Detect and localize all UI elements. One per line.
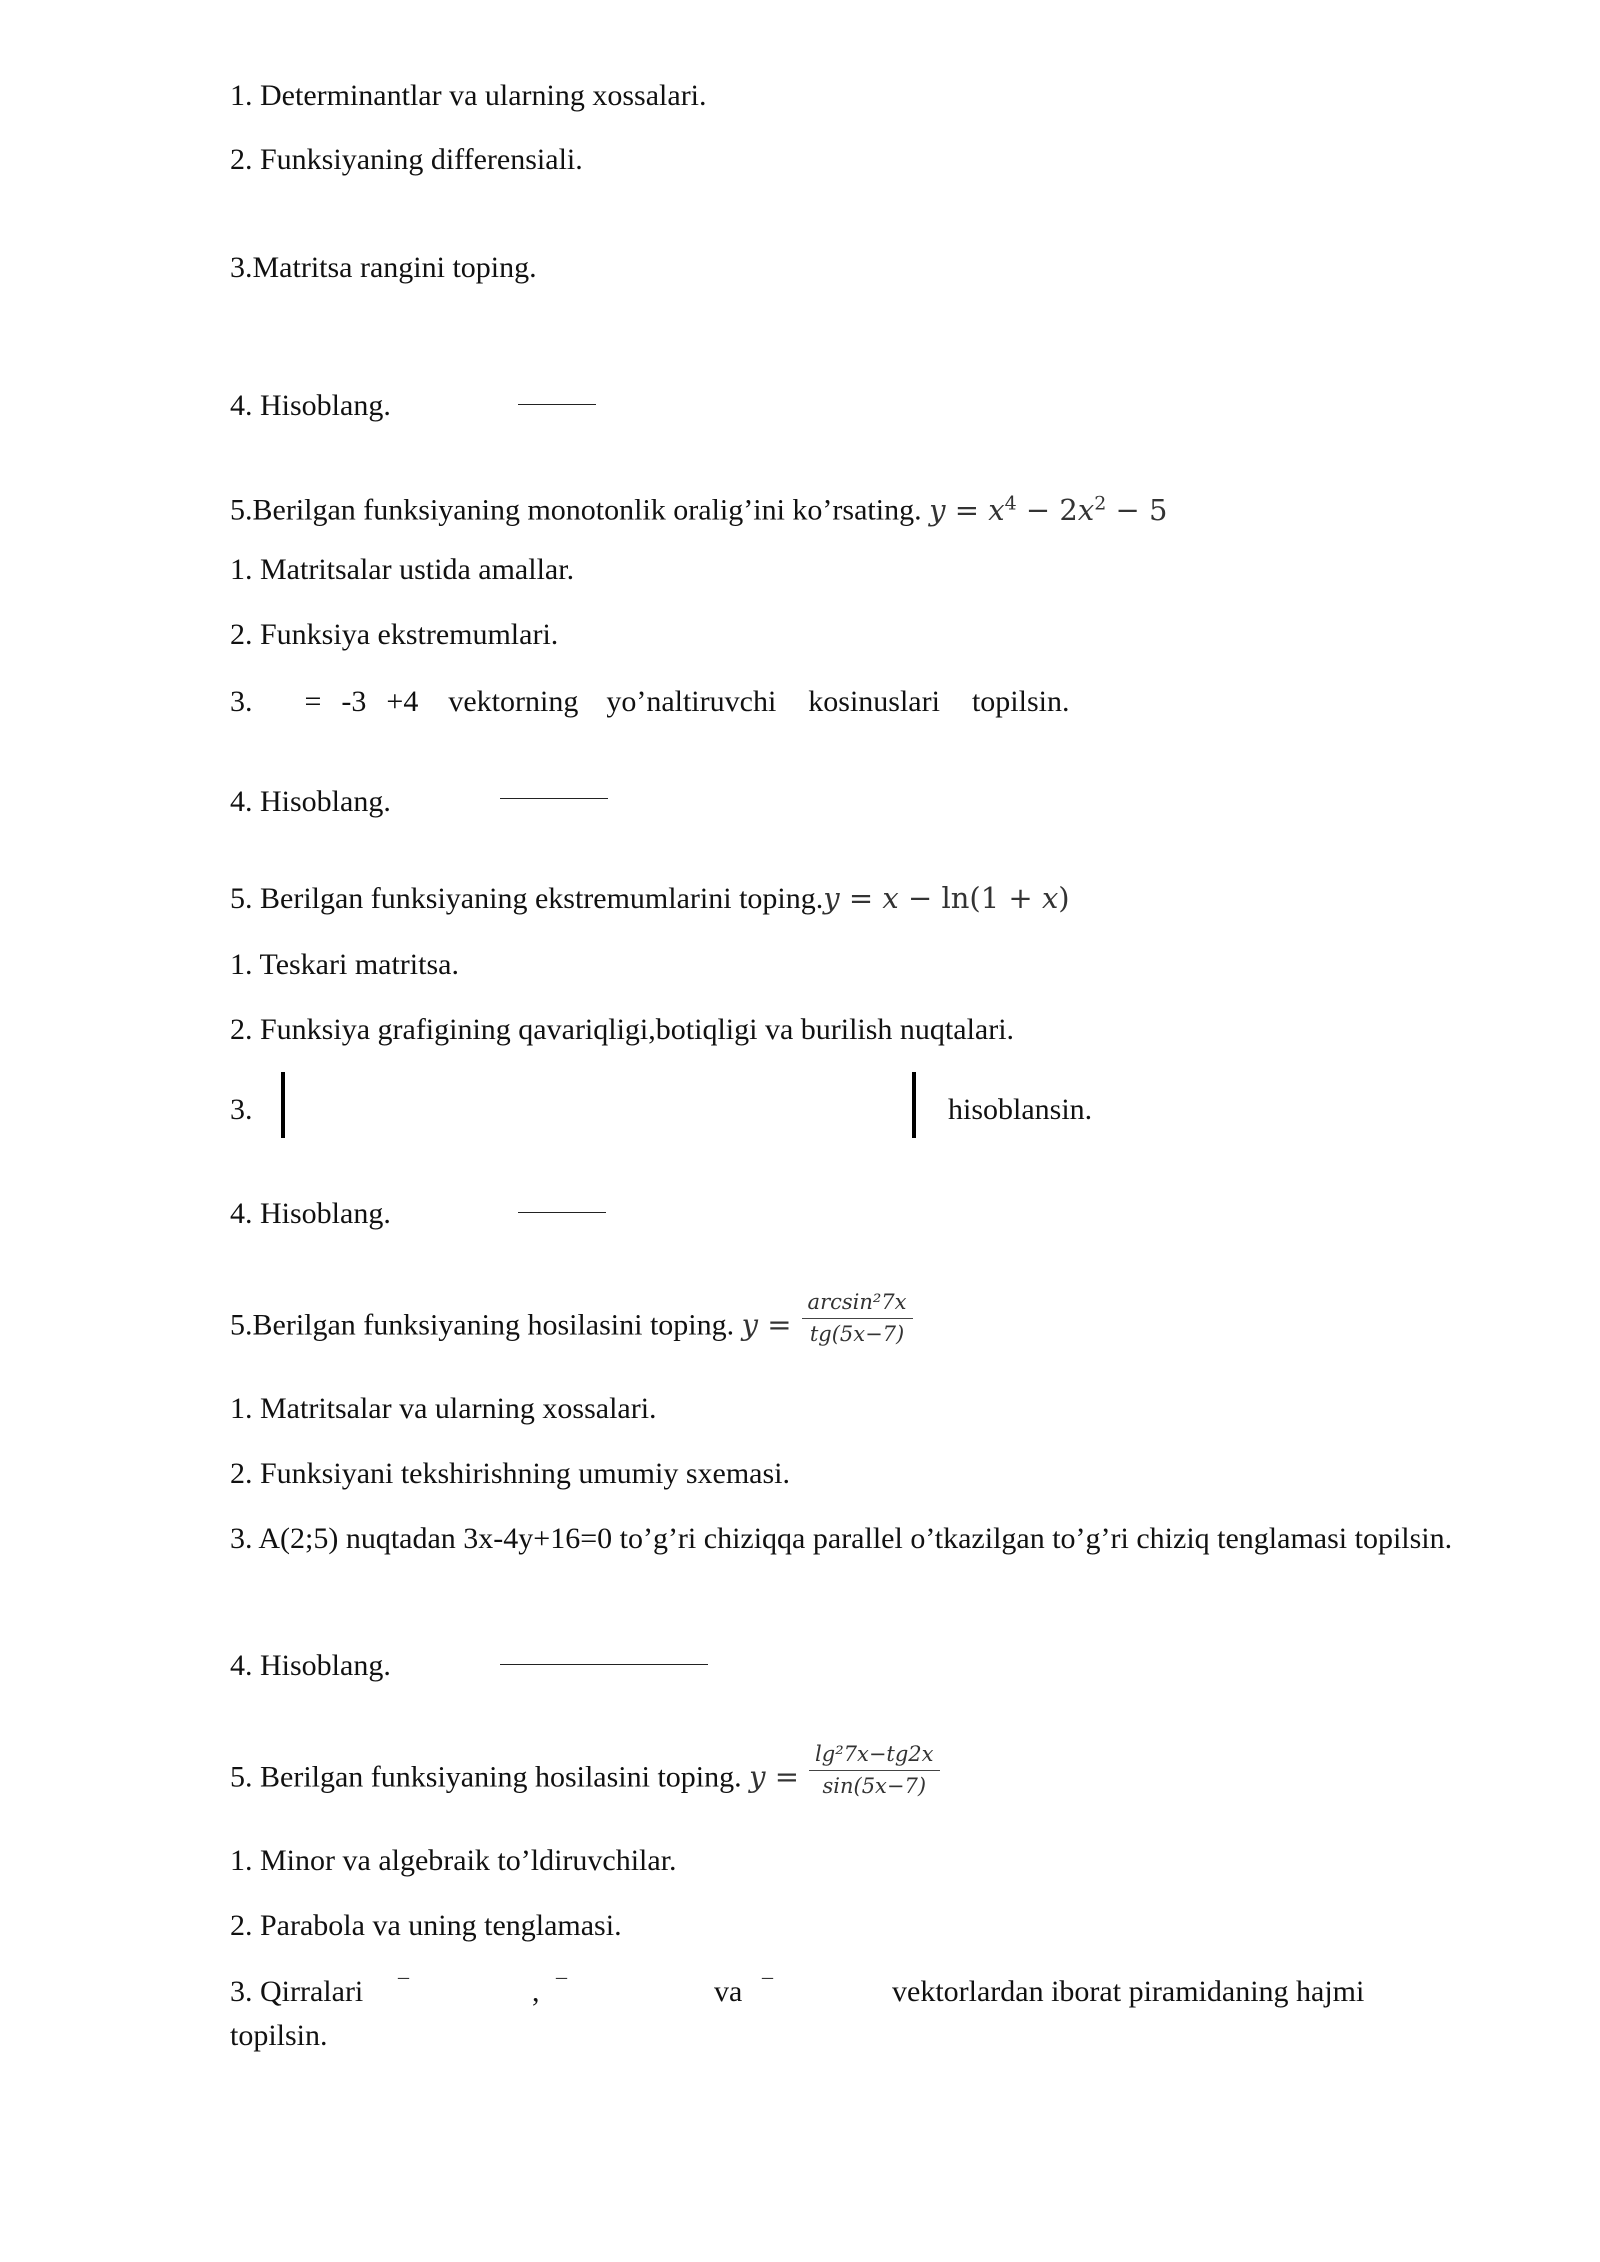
formula-part: =: [954, 492, 979, 527]
fraction-numerator: arcsin²7x: [802, 1288, 913, 1319]
b2-question-5: [230, 880, 1070, 917]
b3-question-4: 4. Hisoblang.: [230, 1197, 391, 1230]
b3-question-1: 1. Teskari matritsa.: [230, 948, 459, 981]
fraction-denominator: tg(5x−7): [809, 1322, 905, 1346]
b1-question-2: 2. Funksiyaning differensiali.: [230, 143, 583, 176]
question-number: 3.: [230, 685, 253, 718]
vector-bar-mark: _: [762, 1956, 773, 1981]
formula-part: − 2: [1025, 492, 1078, 527]
formula-lhs: y =: [749, 1759, 800, 1794]
fraction-denominator: sin(5x−7): [822, 1774, 927, 1798]
b1-question-1: 1. Determinantlar va ularning xossalari.: [230, 79, 707, 112]
determinant-right-bar: [912, 1072, 916, 1138]
b3-question-5: [230, 1290, 913, 1349]
vector-bar-mark: _: [398, 1956, 409, 1981]
fraction-numerator: lg²7x−tg2x: [809, 1740, 939, 1771]
formula-part: x: [1077, 492, 1095, 527]
b1-question-3: 3.Matritsa rangini toping.: [230, 251, 537, 284]
b1-question-5: [230, 485, 1168, 529]
b3-question-3-number: 3.: [230, 1093, 253, 1126]
b2-question-4: 4. Hisoblang.: [230, 785, 391, 818]
question-text: 5. Berilgan funksiyaning hosilasini toping.: [230, 1760, 742, 1794]
b2-question-1: 1. Matritsalar ustida amallar.: [230, 553, 575, 586]
b4-question-4: 4. Hisoblang.: [230, 1649, 391, 1682]
fraction-bar: [500, 798, 608, 799]
b5-question-2: 2. Parabola va uning tenglamasi.: [230, 1909, 622, 1942]
question-text: 5. Berilgan funksiyaning ekstremumlarini toping.: [230, 882, 824, 915]
question-word: topilsin.: [971, 685, 1070, 718]
question-word: kosinuslari: [808, 685, 940, 718]
b3-question-2: 2. Funksiya grafigining qavariqligi,botiqligi va burilish nuqtalari.: [230, 1013, 1015, 1046]
vector-component: -3: [341, 685, 367, 718]
b4-question-1: 1. Matritsalar va ularning xossalari.: [230, 1392, 657, 1425]
formula-part: y: [823, 881, 840, 915]
formula-part: y: [929, 492, 946, 527]
formula-fraction: [802, 1288, 913, 1349]
formula-part: x: [1041, 881, 1059, 915]
b5-question-3-comma: ,: [532, 1975, 540, 2008]
formula-fraction: [809, 1740, 939, 1801]
formula-part: =: [848, 881, 874, 915]
b4-question-5: [230, 1742, 940, 1801]
fraction-bar: [500, 1664, 708, 1665]
fraction-bar: [518, 404, 596, 405]
question-word: vektorning: [448, 685, 579, 718]
formula-part: x: [988, 492, 1005, 527]
formula-part: ): [1058, 881, 1070, 915]
question-word: yo’naltiruvchi: [606, 685, 777, 718]
formula-exponent: 2: [1094, 492, 1107, 514]
vector-component: +4: [386, 685, 419, 718]
determinant-left-bar: [281, 1072, 285, 1138]
question-text: 5.Berilgan funksiyaning hosilasini toping.: [230, 1308, 735, 1342]
formula-part: x: [882, 881, 899, 915]
fraction-bar: [518, 1212, 606, 1213]
question-text: 5.Berilgan funksiyaning monotonlik oralig’ini ko’rsating.: [230, 493, 922, 527]
formula-extremum: [823, 881, 1069, 915]
b2-question-3: [230, 684, 1069, 720]
b5-question-3-text-1: 3. Qirralari: [230, 1975, 364, 2008]
formula-part: − ln(1 +: [907, 881, 1033, 915]
b3-question-3-tail: hisoblansin.: [948, 1093, 1093, 1126]
b4-question-3: 3. A(2;5) nuqtadan 3x-4y+16=0 to’g’ri chiziqqa parallel o’tkazilgan to’g’ri chiziq tenglamasi topilsin.: [230, 1522, 1453, 1555]
b5-question-1: 1. Minor va algebraik to’ldiruvchilar.: [230, 1844, 677, 1877]
vector-bar-mark: _: [556, 1956, 567, 1981]
formula-exponent: 4: [1004, 492, 1017, 514]
formula-monotonicity: [929, 493, 1167, 527]
formula-part: − 5: [1115, 492, 1168, 527]
equals-sign: =: [304, 685, 322, 718]
b5-question-3-va: va: [714, 1975, 743, 2008]
b4-question-2: 2. Funksiyani tekshirishning umumiy sxemasi.: [230, 1457, 790, 1490]
b1-question-4: 4. Hisoblang.: [230, 389, 391, 422]
formula-lhs: y =: [741, 1307, 792, 1342]
b5-question-3-text-2: vektorlardan iborat piramidaning hajmi: [892, 1975, 1365, 2008]
b2-question-2: 2. Funksiya ekstremumlari.: [230, 618, 559, 651]
b5-question-3-text-3: topilsin.: [230, 2019, 328, 2052]
